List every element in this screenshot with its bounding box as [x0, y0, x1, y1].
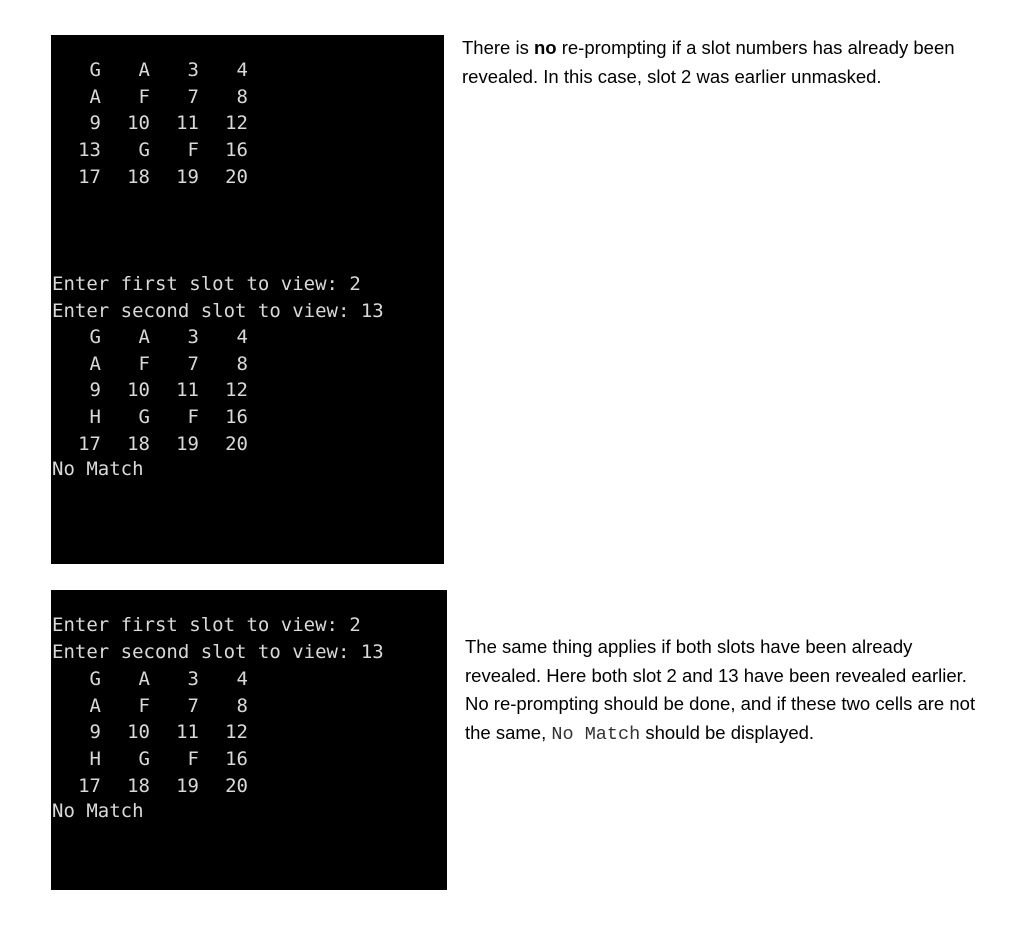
board-cell: 16: [225, 406, 248, 429]
board-cell: G: [89, 668, 101, 690]
result-message: No Match: [52, 458, 144, 480]
first-slot-input: 2: [349, 614, 361, 636]
board-cell: 3: [187, 59, 199, 81]
board-cell: H: [89, 748, 101, 771]
board-cell: 20: [225, 774, 248, 797]
board-cell: 3: [187, 326, 199, 348]
board-cell: 9: [89, 112, 101, 135]
note-2-text-b: should be displayed.: [640, 721, 815, 743]
board-cell: 12: [225, 721, 248, 744]
second-slot-input: 13: [360, 300, 384, 322]
board-cell: 19: [176, 774, 199, 797]
board-cell: 3: [187, 668, 199, 690]
board-cell: F: [138, 85, 150, 108]
board-cell: 12: [225, 112, 248, 135]
board-cell: 7: [187, 694, 199, 717]
console-window-2: [51, 590, 447, 890]
board-cell: 4: [236, 59, 248, 81]
board-cell: 10: [127, 379, 150, 402]
board-cell: A: [138, 326, 150, 348]
board-cell: A: [138, 59, 150, 81]
board-cell: 7: [187, 352, 199, 375]
first-slot-prompt-line: [52, 271, 361, 298]
board-cell: 17: [78, 432, 101, 455]
board-cell: G: [138, 748, 150, 771]
first-slot-input: 2: [349, 273, 361, 295]
board-cell: 4: [236, 326, 248, 348]
board-cell: 11: [176, 721, 199, 744]
board-cell: 10: [127, 721, 150, 744]
board-cell: 17: [78, 165, 101, 188]
board-cell: 8: [236, 352, 248, 375]
second-slot-prompt: Enter second slot to view:: [52, 641, 361, 663]
board-cell: 8: [236, 694, 248, 717]
board-cell: 20: [225, 432, 248, 455]
note-1-emphasis: no: [533, 37, 557, 58]
note-2-text-a: The same thing applies if both slots have been already revealed. Here both slot 2 and 13 have been revealed earlier. No re-prompting should be done, and if these two cells are not the same,: [465, 636, 976, 743]
board-cell: 8: [236, 85, 248, 108]
board-cell: 7: [187, 85, 199, 108]
board-cell: A: [89, 85, 101, 108]
board-cell: 12: [225, 379, 248, 402]
board-cell: F: [187, 139, 199, 162]
board-cell: 17: [78, 774, 101, 797]
note-1-text-a: There is: [462, 37, 534, 58]
board-cell: 19: [176, 432, 199, 455]
first-slot-prompt: Enter first slot to view:: [52, 614, 350, 636]
board-cell: 10: [127, 112, 150, 135]
board-cell: 9: [89, 379, 101, 402]
board-cell: 18: [127, 774, 150, 797]
board-cell: 11: [176, 379, 199, 402]
board-cell: 13: [78, 139, 101, 162]
board-cell: G: [138, 139, 150, 162]
board-cell: 16: [225, 748, 248, 771]
board-cell: 11: [176, 112, 199, 135]
board-cell: F: [187, 748, 199, 771]
board-cell: 4: [236, 668, 248, 690]
board-cell: F: [138, 694, 150, 717]
first-slot-prompt: Enter first slot to view:: [52, 273, 350, 295]
second-slot-prompt-line: [52, 298, 384, 325]
console-window-1: [51, 35, 444, 564]
board-cell: 16: [225, 139, 248, 162]
board-cell: 19: [176, 165, 199, 188]
second-slot-prompt: Enter second slot to view:: [52, 300, 361, 322]
board-cell: F: [138, 352, 150, 375]
board-cell: 18: [127, 165, 150, 188]
note-1-text-b: re-prompting if a slot numbers has already been revealed. In this case, slot 2 was earlier unmasked.: [462, 37, 955, 87]
board-cell: 20: [225, 165, 248, 188]
board-cell: F: [187, 406, 199, 429]
second-slot-prompt-line: [52, 639, 384, 666]
board-cell: A: [89, 352, 101, 375]
second-slot-input: 13: [360, 641, 384, 663]
explanation-note-1: [462, 34, 982, 91]
first-slot-prompt-line: [52, 612, 361, 639]
board-cell: A: [89, 694, 101, 717]
note-2-code: No Match: [551, 723, 641, 745]
board-cell: 9: [89, 721, 101, 744]
board-cell: G: [89, 326, 101, 348]
board-cell: H: [89, 406, 101, 429]
board-cell: 18: [127, 432, 150, 455]
explanation-note-2: [465, 633, 985, 749]
board-cell: G: [89, 59, 101, 81]
board-cell: A: [138, 668, 150, 690]
board-cell: G: [138, 406, 150, 429]
result-message: No Match: [52, 800, 144, 822]
